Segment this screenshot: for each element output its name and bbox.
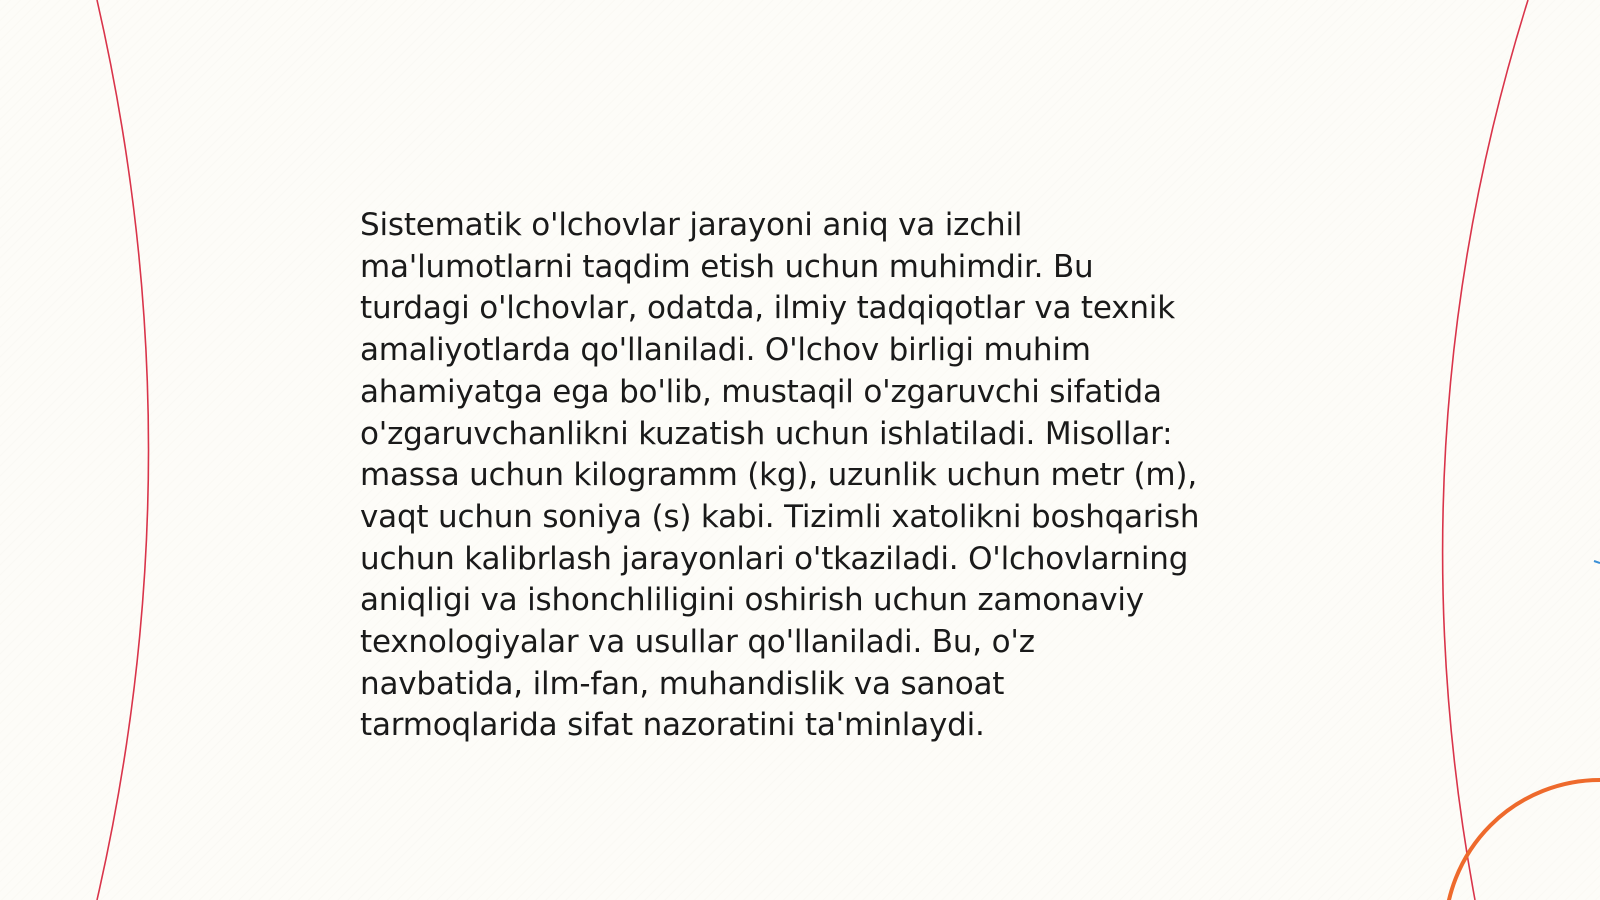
- paragraph-line: Sistematik o'lchovlar jarayoni aniq va izchil: [360, 207, 1023, 243]
- paragraph-line: ahamiyatga ega bo'lib, mustaqil o'zgaruvchi sifatida: [360, 373, 1162, 410]
- blue-accent-mark: [1594, 561, 1600, 563]
- paragraph-line: texnologiyalar va usullar qo'llaniladi. Bu, o'z: [360, 624, 1035, 661]
- paragraph-line: aniqligi va ishonchliligini oshirish uchun zamonaviy: [360, 582, 1144, 619]
- paragraph-line: vaqt uchun soniya (s) kabi. Tizimli xatolikni boshqarish: [360, 498, 1200, 535]
- body-paragraph: [360, 205, 1260, 747]
- paragraph-line: o'zgaruvchanlikni kuzatish uchun ishlatiladi. Misollar:: [360, 415, 1173, 452]
- left-red-curve: [97, 0, 149, 900]
- paragraph-line: navbatida, ilm-fan, muhandislik va sanoat: [360, 665, 1005, 702]
- orange-arc: [1445, 780, 1600, 900]
- paragraph-line: turdagi o'lchovlar, odatda, ilmiy tadqiqotlar va texnik: [360, 290, 1175, 327]
- paragraph-line: tarmoqlarida sifat nazoratini ta'minlaydi.: [360, 707, 985, 744]
- paragraph-line: ma'lumotlarni taqdim etish uchun muhimdir. Bu: [360, 248, 1094, 285]
- paragraph-line: uchun kalibrlash jarayonlari o'tkaziladi. O'lchovlarning: [360, 540, 1189, 577]
- paragraph-line: massa uchun kilogramm (kg), uzunlik uchun metr (m),: [360, 457, 1197, 494]
- paragraph-line: amaliyotlarda qo'llaniladi. O'lchov birligi muhim: [360, 332, 1091, 369]
- right-red-curve: [1443, 0, 1528, 900]
